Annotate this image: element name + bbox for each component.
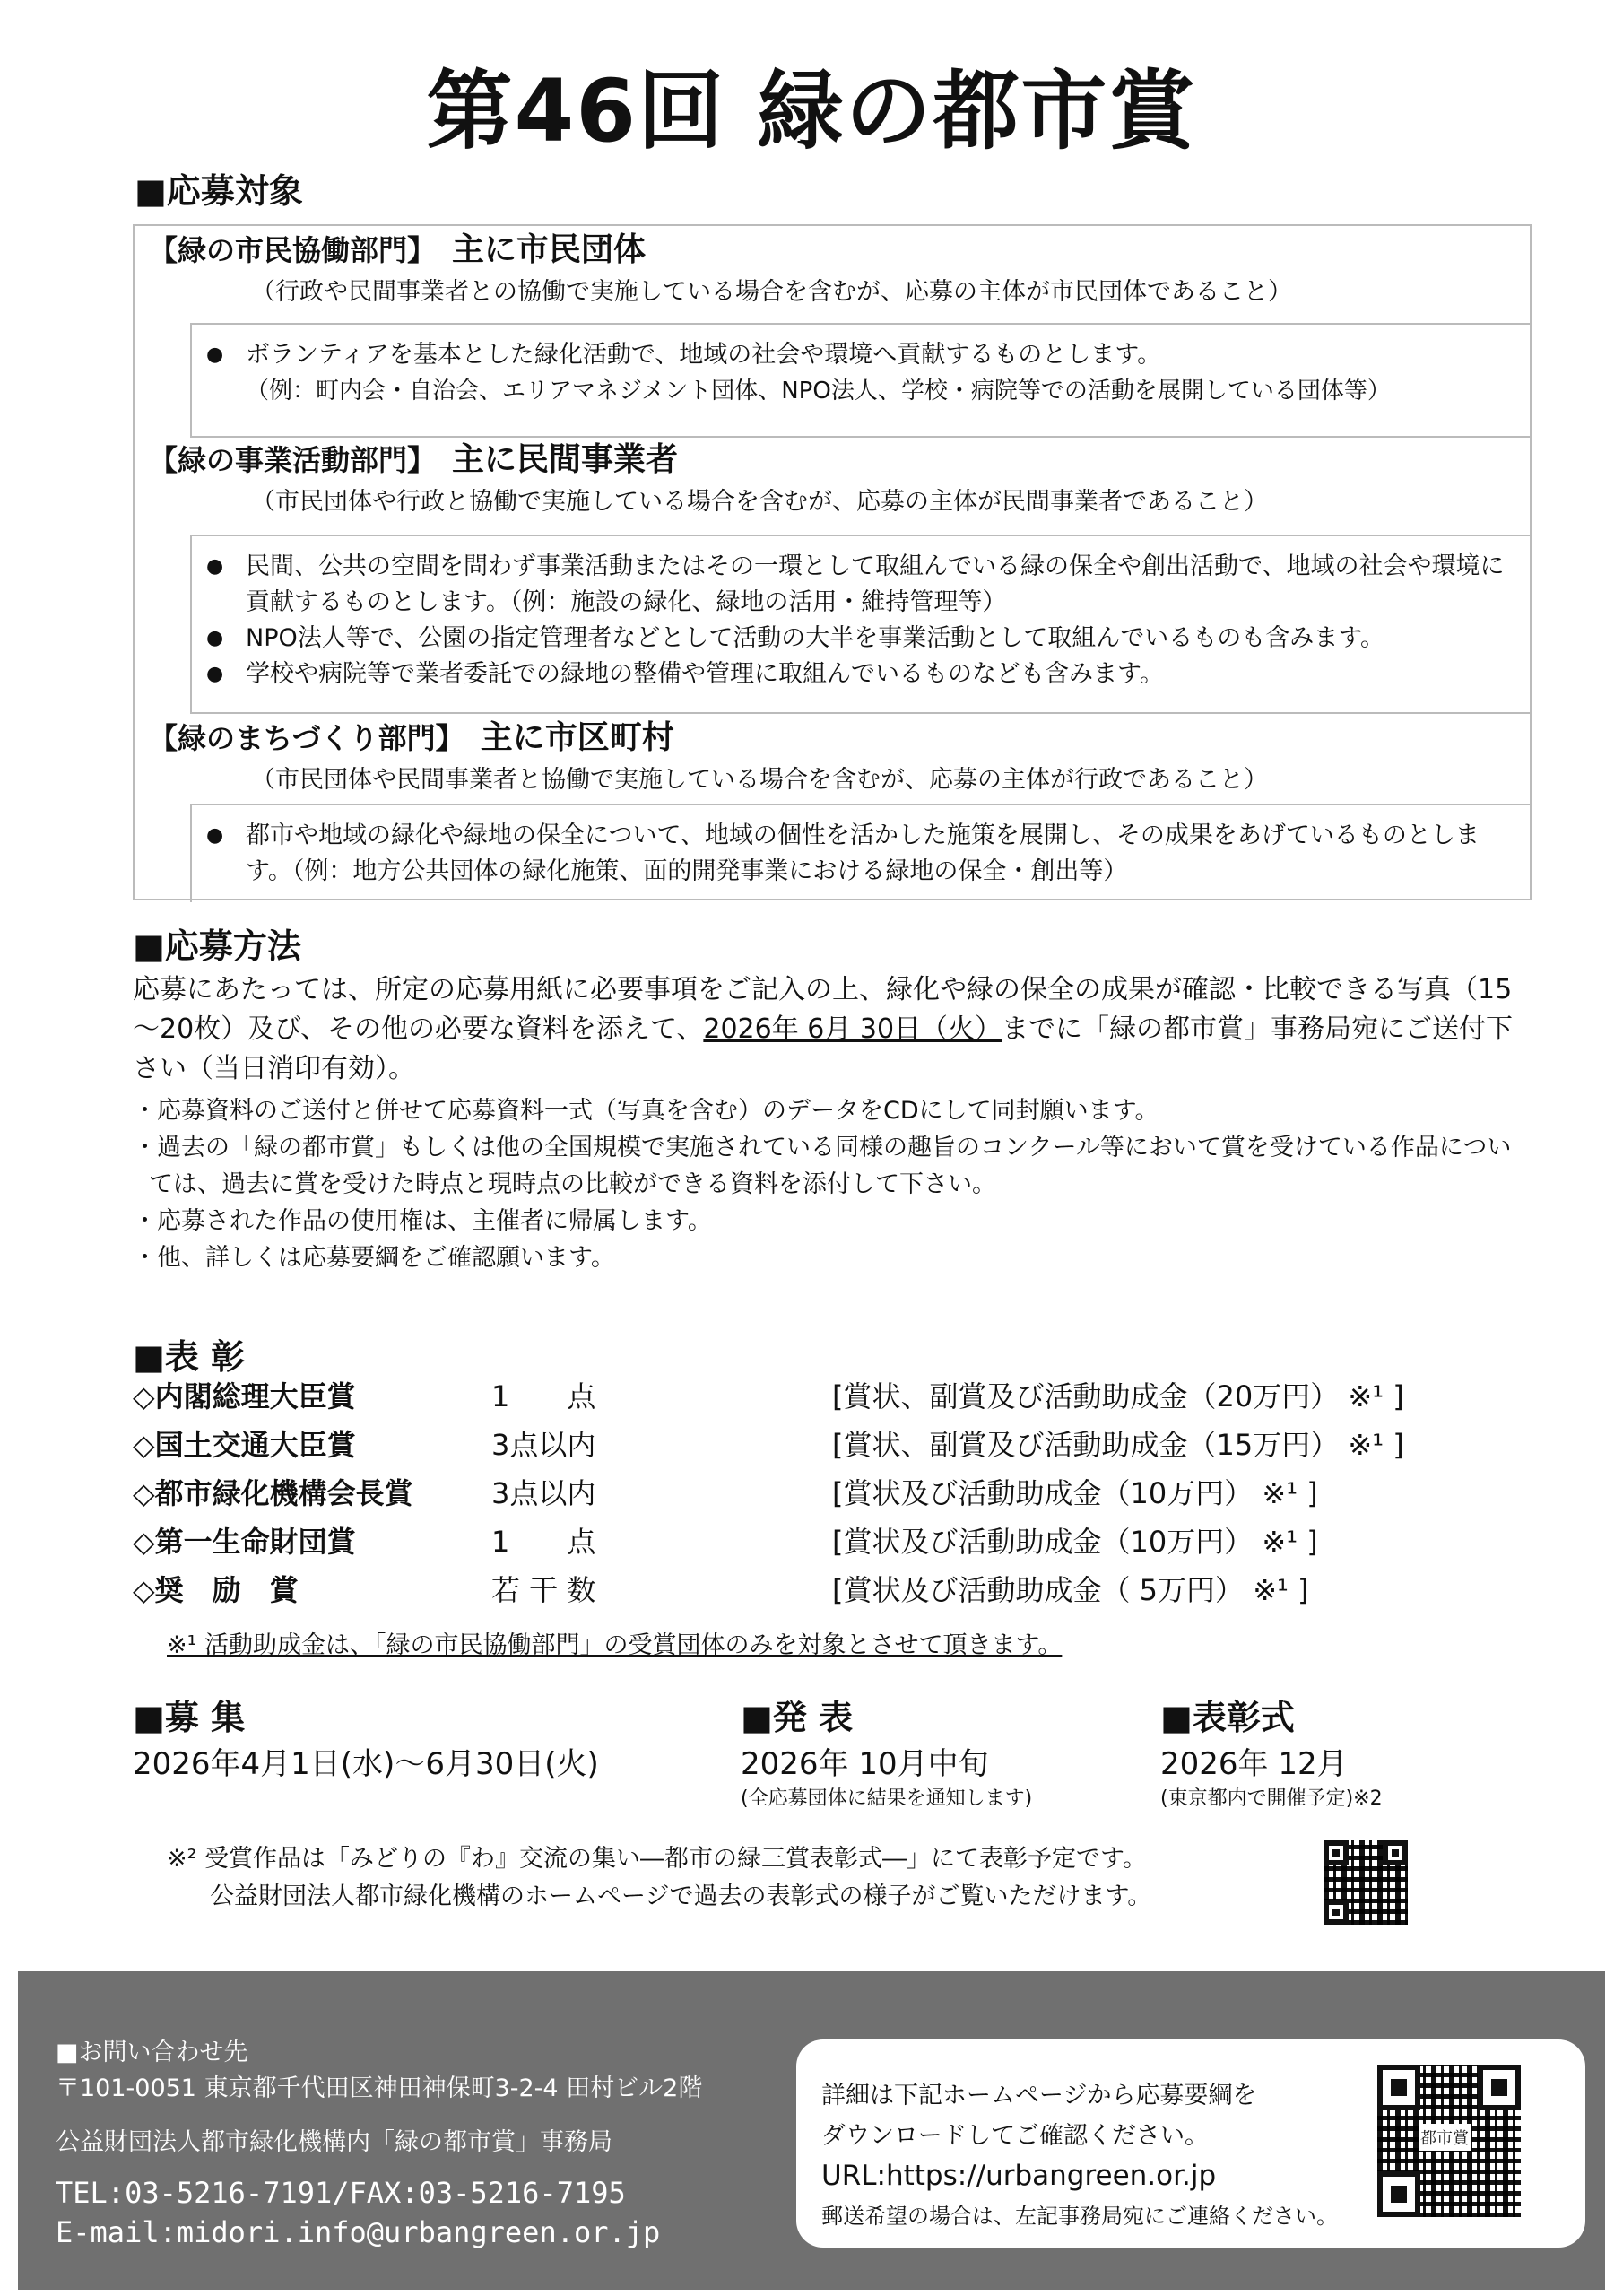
bullet-item: ● 都市や地域の緑化や緑地の保全について、地域の個性を活かした施策を展開し、その成果をあげているものとします。（例：地方公共団体の緑化施策、面的開発事業における緑地の保全・創出等） <box>206 818 1512 890</box>
ceremony-note <box>167 1840 1151 1916</box>
site-url-link[interactable]: URL:https://urbangreen.or.jp <box>821 2160 1217 2192</box>
method-para: 応募にあたっては、所定の応募用紙に必要事項をご記入の上、緑化や緑の保全の成果が確認・比較できる写真（15～20枚）及び、その他の必要な資料を添えて、 <box>133 974 1513 1045</box>
category-name: 【緑の事業活動部門】 <box>149 443 437 477</box>
qr-code[interactable] <box>1377 2065 1521 2217</box>
award-row <box>133 1374 1532 1422</box>
method-note: ・他、詳しくは応募要綱をご確認願います。 <box>133 1244 615 1272</box>
category-sub: 主に市区町村 <box>480 719 674 756</box>
award-detail: [賞状、副賞及び活動助成金（20万円） ※¹ ] <box>832 1379 1404 1413</box>
method-note: ・応募された作品の使用権は、主催者に帰属します。 <box>133 1207 712 1235</box>
targets-box <box>133 224 1532 900</box>
schedule-heading: ■表彰式 <box>1160 1698 1295 1737</box>
bullet-example: （例：町内会・自治会、エリアマネジメント団体、NPO法人、学校・病院等での活動を展開している団体等） <box>246 378 1391 404</box>
qr-label: 都市賞 <box>1419 2124 1471 2151</box>
contact-address: 〒101-0051 東京都千代田区神田神保町3-2-4 田村ビル2階 <box>56 2074 703 2102</box>
award-row <box>133 1519 1532 1568</box>
method-note: ・過去の「緑の都市賞」もしくは他の全国規模で実施されている同様の趣旨のコンクール等において賞を受けている作品については、過去に賞を受けた時点と現時点の比較ができる資料を添付して下さい。 <box>133 1134 1512 1198</box>
method-notes <box>133 1092 1532 1276</box>
award-name: ◇都市緑化機構会長賞 <box>133 1476 413 1510</box>
bullet-item: ● 民間、公共の空間を問わず事業活動またはその一環として取組んでいる緑の保全や創出活動で、地域の社会や環境に貢献するものとします。（例：施設の緑化、緑地の活用・維持管理等） <box>206 549 1512 621</box>
award-count: 3点以内 <box>491 1476 596 1510</box>
bullet-item: ● NPO法人等で、公園の指定管理者などとして活動の大半を事業活動として取組んでいるものも含みます。 <box>206 621 1512 657</box>
category-name: 【緑のまちづくり部門】 <box>149 721 464 755</box>
schedule-recruit <box>133 1690 599 1783</box>
category-name: 【緑の市民協働部門】 <box>149 233 437 267</box>
schedule-note: (東京都内で開催予定)※2 <box>1160 1787 1383 1810</box>
schedule-note: (全応募団体に結果を通知します) <box>741 1787 1033 1810</box>
schedule-announce <box>741 1690 1032 1811</box>
note-line: ※² 受賞作品は「みどりの『わ』交流の集い―都市の緑三賞表彰式―」にて表彰予定です。 <box>167 1845 1147 1873</box>
award-name: ◇奨 励 賞 <box>133 1573 299 1607</box>
category-sub: 主に市民団体 <box>452 231 647 268</box>
category-paren: （市民団体や行政と協働で実施している場合を含むが、応募の主体が民間事業者であること） <box>251 488 1268 516</box>
deadline: 2026年 6月 30日（火） <box>703 1013 1002 1045</box>
card-line: 詳細は下記ホームページから応募要綱を <box>821 2082 1257 2109</box>
bullet-item: ● 学校や病院等で業者委託での緑地の整備や管理に取組んでいるものなども含みます。 <box>206 657 1512 692</box>
award-detail: [賞状及び活動助成金（ 5万円） ※¹ ] <box>832 1573 1309 1607</box>
download-card <box>796 2039 1585 2248</box>
award-detail: [賞状及び活動助成金（10万円） ※¹ ] <box>832 1525 1318 1559</box>
schedule-value: 2026年4月1日(水)～6月30日(火) <box>133 1746 599 1782</box>
award-name: ◇第一生命財団賞 <box>133 1525 356 1559</box>
award-detail: [賞状及び活動助成金（10万円） ※¹ ] <box>832 1476 1318 1510</box>
contact-email[interactable]: E-mail:midori.info@urbangreen.or.jp <box>56 2215 661 2249</box>
section-heading-targets: ■応募対象 <box>135 171 303 211</box>
qr-code[interactable] <box>1318 1835 1413 1930</box>
award-row <box>133 1422 1532 1471</box>
schedule-ceremony <box>1160 1690 1383 1811</box>
method-para: までに「緑の都市賞」事務局宛にご送付下さい（当日消印有効）。 <box>133 1013 1514 1084</box>
category-town <box>135 714 1530 885</box>
award-name: ◇内閣総理大臣賞 <box>133 1379 356 1413</box>
category-paren: （市民団体や民間事業者と協働で実施している場合を含むが、応募の主体が行政であること） <box>251 766 1268 794</box>
schedule-heading: ■募 集 <box>133 1698 246 1737</box>
contact-heading: ■お問い合わせ先 <box>56 2039 248 2066</box>
section-heading-method: ■応募方法 <box>133 926 301 966</box>
category-citizen <box>135 226 1530 404</box>
bullet-item: ● ボランティアを基本とした緑化活動で、地域の社会や環境へ貢献するものとします。 <box>206 337 1512 373</box>
award-count: 3点以内 <box>491 1428 596 1462</box>
awards-note: ※¹ 活動助成金は、「緑の市民協働部門」の受賞団体のみを対象とさせて頂きます。 <box>167 1631 1063 1659</box>
card-line: ダウンロードしてご確認ください。 <box>821 2122 1209 2150</box>
schedule-value: 2026年 10月中旬 <box>741 1746 989 1782</box>
method-note: ・応募資料のご送付と併せて応募資料一式（写真を含む）のデータをCDにして同封願います。 <box>133 1097 1159 1125</box>
method-text <box>133 970 1532 1089</box>
schedule-heading: ■発 表 <box>741 1698 854 1737</box>
contact-footer <box>18 1971 1605 2290</box>
contact-tel: TEL:03-5216-7191/FAX:03-5216-7195 <box>56 2176 626 2210</box>
page-title: 第46回 緑の都市賞 <box>426 61 1197 161</box>
category-business <box>135 436 1530 688</box>
award-count: 若 干 数 <box>491 1573 596 1607</box>
award-count: 1 点 <box>491 1379 596 1413</box>
award-detail: [賞状、副賞及び活動助成金（15万円） ※¹ ] <box>832 1428 1404 1462</box>
award-row <box>133 1568 1532 1616</box>
category-paren: （行政や民間事業者との協働で実施している場合を含むが、応募の主体が市民団体であること） <box>251 278 1292 306</box>
category-sub: 主に民間事業者 <box>452 441 679 478</box>
section-heading-awards: ■表 彰 <box>133 1337 246 1377</box>
award-name: ◇国土交通大臣賞 <box>133 1428 356 1462</box>
schedule-value: 2026年 12月 <box>1160 1746 1348 1782</box>
contact-org: 公益財団法人都市緑化機構内「緑の都市賞」事務局 <box>56 2128 612 2156</box>
card-line: 郵送希望の場合は、左記事務局宛にご連絡ください。 <box>821 2204 1338 2229</box>
award-row <box>133 1471 1532 1519</box>
award-count: 1 点 <box>491 1525 596 1559</box>
note-line: 公益財団法人都市緑化機構のホームページで過去の表彰式の様子がご覧いただけます。 <box>210 1883 1152 1910</box>
